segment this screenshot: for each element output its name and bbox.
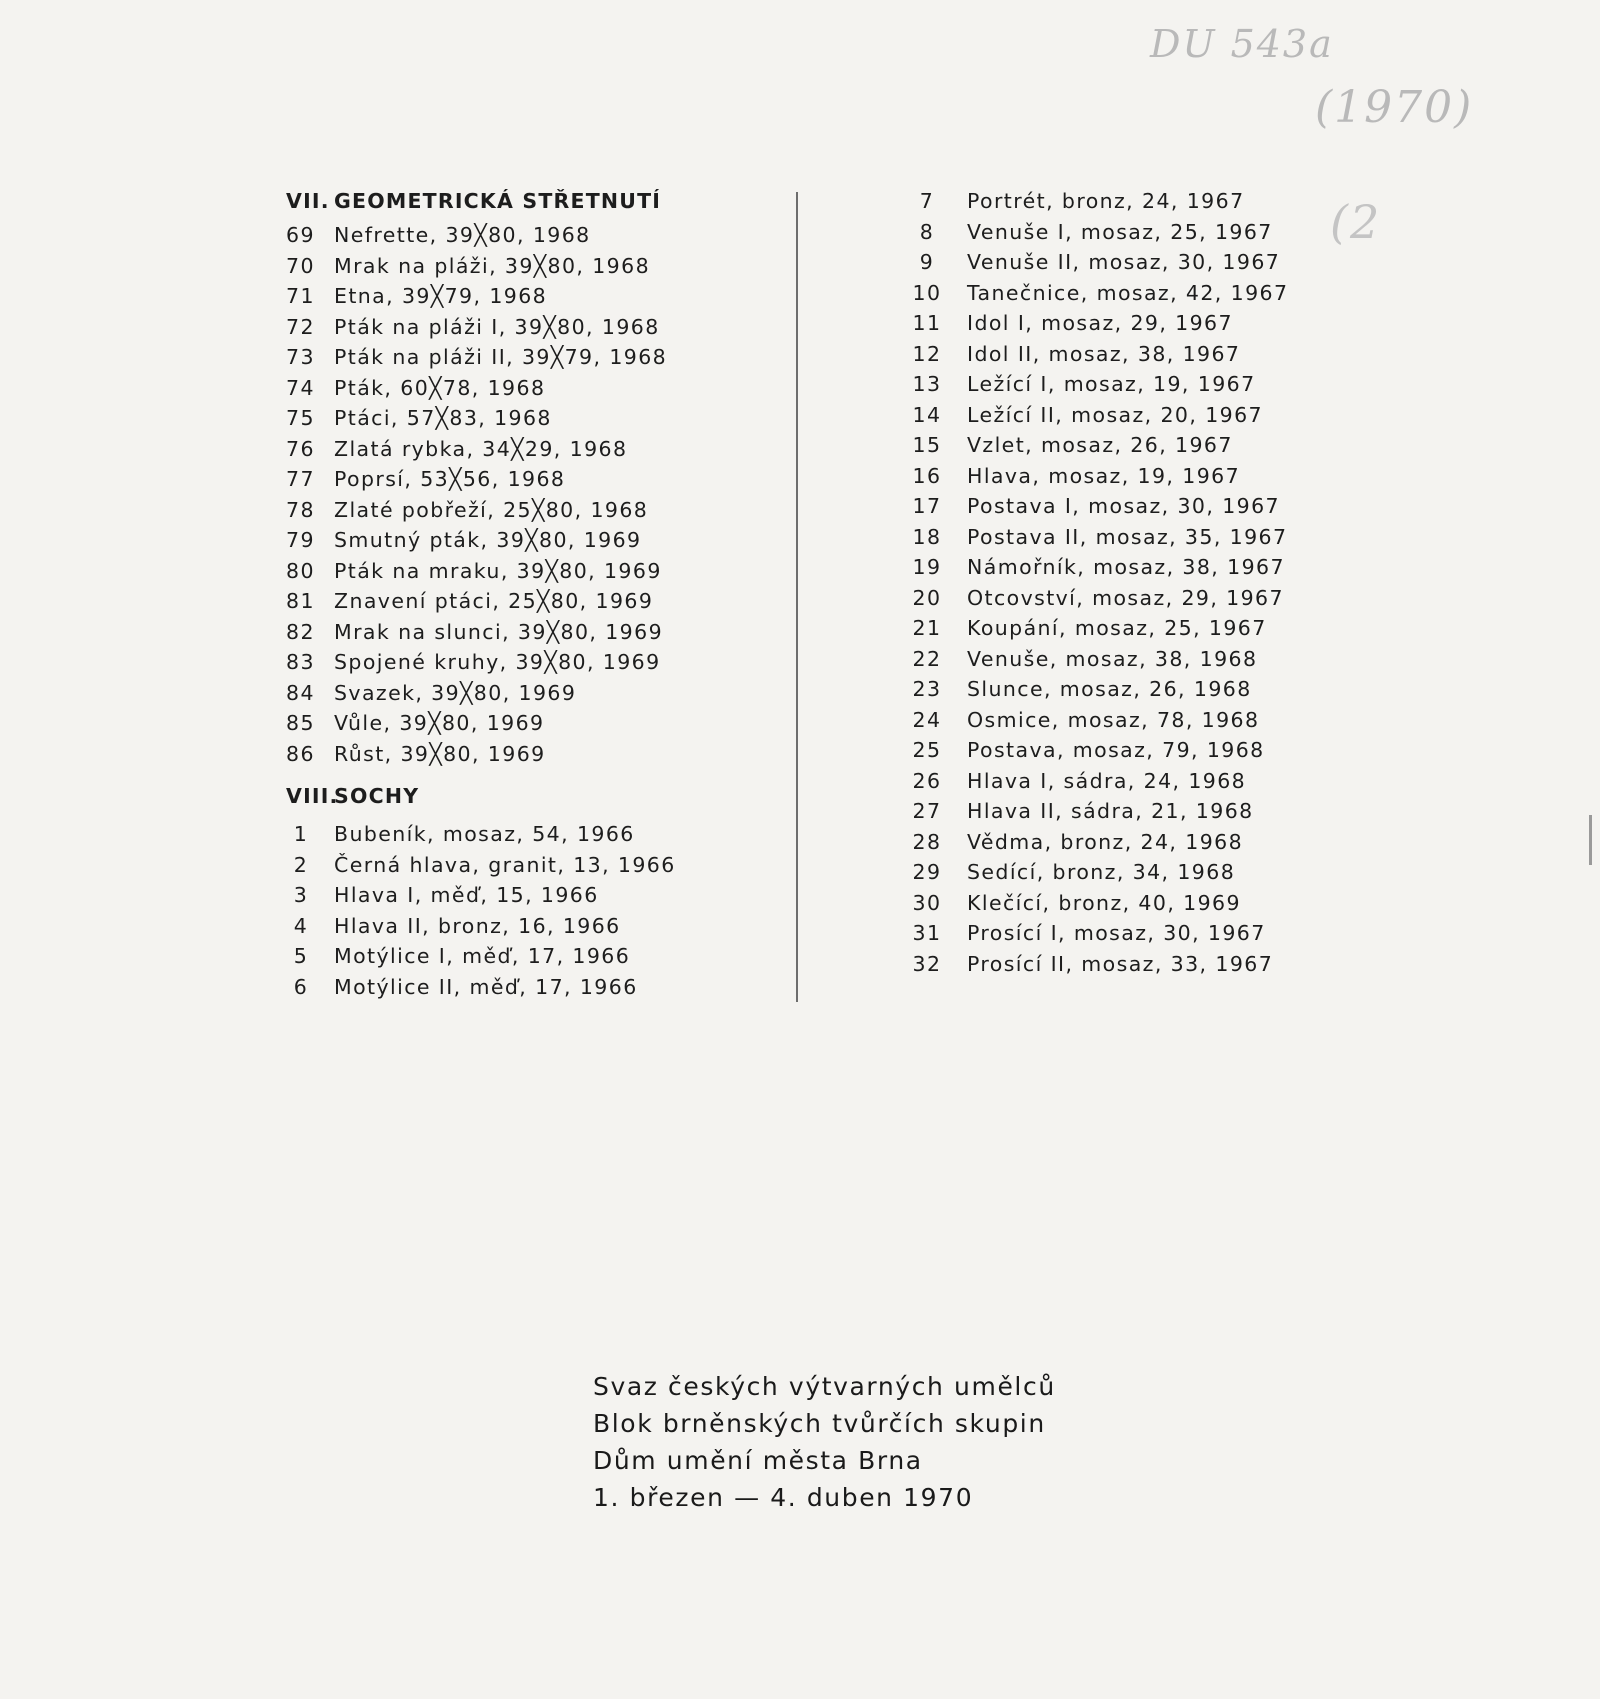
catalog-entry: [286, 739, 756, 770]
entry-number: 72: [286, 314, 315, 339]
catalog-entry: [905, 552, 1325, 583]
catalog-entry: [286, 525, 756, 556]
catalog-entry: [905, 339, 1325, 370]
entry-number: 22: [912, 646, 942, 671]
catalog-entry: [905, 705, 1325, 736]
entry-text: Postava II, mosaz, 35, 1967: [967, 524, 1288, 549]
entry-number: 13: [912, 372, 942, 396]
imprint: [593, 1368, 1056, 1516]
entry-text: Zlaté pobřeží, 25╳80, 1968: [334, 497, 649, 522]
entry-text: Portrét, bronz, 24, 1967: [967, 189, 1245, 213]
catalog-entry: [905, 888, 1325, 919]
catalog-entry: [286, 850, 756, 881]
section-viii-title: SOCHY: [334, 784, 420, 808]
entry-number: 29: [912, 860, 942, 884]
entry-number: 31: [912, 921, 942, 945]
catalog-entry: [905, 674, 1325, 705]
catalog-entry: [286, 312, 756, 343]
entry-text: Bubeník, mosaz, 54, 1966: [334, 822, 635, 846]
entry-number: 26: [912, 768, 942, 793]
entry-number: 18: [912, 524, 942, 549]
entry-text: Hlava II, bronz, 16, 1966: [334, 913, 621, 938]
catalog-entry: [905, 918, 1325, 949]
entry-number: 86: [286, 741, 315, 766]
catalog-entry: [905, 217, 1325, 248]
catalog-entry: [905, 430, 1325, 461]
section-viii-heading: [286, 781, 756, 811]
entry-text: Idol I, mosaz, 29, 1967: [967, 311, 1233, 335]
entry-text: Prosící II, mosaz, 33, 1967: [967, 951, 1274, 976]
catalog-entry: [286, 373, 756, 404]
catalog-entry: [286, 556, 756, 587]
entry-text: Ležící I, mosaz, 19, 1967: [967, 372, 1256, 396]
entry-number: 19: [912, 555, 942, 579]
catalog-entry: [286, 251, 756, 282]
catalog-entry: [905, 247, 1325, 278]
entry-text: Pták na pláži II, 39╳79, 1968: [334, 345, 668, 369]
catalog-entry: [905, 400, 1325, 431]
entry-text: Svazek, 39╳80, 1969: [334, 680, 577, 705]
entry-text: Růst, 39╳80, 1969: [334, 741, 546, 766]
entry-text: Osmice, mosaz, 78, 1968: [967, 707, 1260, 732]
imprint-group: Blok brněnských tvůrčích skupin: [593, 1409, 1046, 1438]
entry-text: Vědma, bronz, 24, 1968: [967, 829, 1244, 854]
entry-number: 20: [912, 585, 942, 610]
catalog-entry: [286, 464, 756, 495]
catalog-entry: [905, 613, 1325, 644]
catalog-entry: [286, 495, 756, 526]
catalog-entry: [905, 369, 1325, 400]
imprint-venue: Dům umění města Brna: [593, 1446, 923, 1475]
catalog-entry: [286, 972, 756, 1003]
entry-number: 4: [293, 913, 309, 938]
entry-text: Etna, 39╳79, 1968: [334, 284, 548, 308]
entry-number: 75: [286, 406, 315, 430]
entry-number: 71: [286, 284, 315, 308]
catalog-entry: [286, 941, 756, 972]
entry-number: 25: [912, 738, 942, 762]
catalog-entry: [286, 708, 756, 739]
section-viii-numeral: VIII.: [286, 784, 339, 808]
handwritten-year-mark: (1970): [1315, 82, 1474, 133]
entry-number: 17: [912, 494, 942, 518]
entry-text: Postava, mosaz, 79, 1968: [967, 738, 1265, 762]
entry-number: 74: [286, 375, 315, 400]
entry-text: Ležící II, mosaz, 20, 1967: [967, 402, 1263, 427]
entry-text: Poprsí, 53╳56, 1968: [334, 467, 566, 491]
entry-number: 32: [912, 951, 942, 976]
catalog-entry: [286, 647, 756, 678]
catalog-entry: [905, 644, 1325, 675]
entry-number: 10: [912, 280, 942, 305]
catalog-entry: [905, 522, 1325, 553]
entry-number: 5: [293, 944, 309, 968]
entry-text: Pták na pláži I, 39╳80, 1968: [334, 314, 660, 339]
entry-text: Mrak na pláži, 39╳80, 1968: [334, 253, 651, 278]
entry-number: 7: [919, 189, 935, 213]
catalog-entry: [905, 735, 1325, 766]
section-vii-numeral: VII.: [286, 189, 330, 213]
edge-mark: [1589, 815, 1592, 865]
column-divider: [796, 192, 798, 1002]
imprint-union: Svaz českých výtvarných umělců: [593, 1372, 1056, 1401]
entry-number: 82: [286, 619, 315, 644]
entry-text: Ptáci, 57╳83, 1968: [334, 406, 552, 430]
entry-number: 14: [912, 402, 942, 427]
entry-text: Námořník, mosaz, 38, 1967: [967, 555, 1285, 579]
entry-text: Smutný pták, 39╳80, 1969: [334, 528, 642, 552]
entry-number: 28: [912, 829, 942, 854]
entry-number: 2: [293, 852, 309, 877]
catalog-entry: [905, 308, 1325, 339]
left-column: [286, 186, 756, 1002]
entry-number: 9: [919, 250, 935, 274]
section-vii-title: GEOMETRICKÁ STŘETNUTÍ: [334, 189, 662, 213]
catalog-entry: [905, 857, 1325, 888]
entry-number: 69: [286, 223, 315, 247]
catalog-entry: [286, 220, 756, 251]
entry-number: 83: [286, 650, 315, 674]
catalog-entry: [905, 766, 1325, 797]
section-vii-heading: [286, 186, 756, 216]
catalog-entry: [286, 342, 756, 373]
entry-number: 79: [286, 528, 315, 552]
entry-text: Motýlice I, měď, 17, 1966: [334, 944, 631, 968]
entry-number: 6: [293, 974, 309, 999]
entry-text: Klečící, bronz, 40, 1969: [967, 890, 1241, 915]
entry-text: Zlatá rybka, 34╳29, 1968: [334, 436, 628, 461]
entry-text: Sedící, bronz, 34, 1968: [967, 860, 1236, 884]
entry-text: Vůle, 39╳80, 1969: [334, 711, 545, 735]
catalog-entry: [286, 586, 756, 617]
entry-text: Motýlice II, měď, 17, 1966: [334, 974, 638, 999]
entry-number: 84: [286, 680, 315, 705]
catalog-entry: [286, 678, 756, 709]
entry-text: Pták, 60╳78, 1968: [334, 375, 546, 400]
catalog-entry: [905, 796, 1325, 827]
entry-text: Vzlet, mosaz, 26, 1967: [967, 433, 1233, 457]
entry-number: 70: [286, 253, 315, 278]
entry-number: 15: [912, 433, 942, 457]
entry-text: Venuše II, mosaz, 30, 1967: [967, 250, 1281, 274]
catalog-entry: [286, 880, 756, 911]
catalog-entry: [905, 186, 1325, 217]
right-column: [905, 186, 1325, 979]
handwritten-catalog-mark: DU 543a: [1150, 22, 1334, 66]
entry-text: Venuše, mosaz, 38, 1968: [967, 646, 1258, 671]
catalog-entry: [286, 434, 756, 465]
catalog-entry: [905, 827, 1325, 858]
entry-number: 78: [286, 497, 315, 522]
entry-text: Prosící I, mosaz, 30, 1967: [967, 921, 1266, 945]
entry-number: 24: [912, 707, 942, 732]
entry-text: Idol II, mosaz, 38, 1967: [967, 341, 1241, 366]
catalog-entry: [286, 911, 756, 942]
entry-text: Hlava, mosaz, 19, 1967: [967, 463, 1241, 488]
entry-number: 1: [293, 822, 309, 846]
entry-text: Pták na mraku, 39╳80, 1969: [334, 558, 662, 583]
catalog-entry: [286, 819, 756, 850]
catalog-entry: [905, 583, 1325, 614]
entry-text: Černá hlava, granit, 13, 1966: [334, 852, 676, 877]
catalog-entry: [286, 281, 756, 312]
entry-number: 81: [286, 589, 315, 613]
section-viii-list: [286, 819, 756, 1002]
entry-text: Postava I, mosaz, 30, 1967: [967, 494, 1280, 518]
catalog-entry: [905, 491, 1325, 522]
entry-number: 11: [912, 311, 942, 335]
entry-number: 27: [912, 799, 942, 823]
entry-number: 30: [912, 890, 942, 915]
entry-text: Tanečnice, mosaz, 42, 1967: [967, 280, 1289, 305]
entry-text: Hlava I, měď, 15, 1966: [334, 883, 599, 907]
imprint-dates: 1. březen — 4. duben 1970: [593, 1483, 974, 1512]
entry-text: Znavení ptáci, 25╳80, 1969: [334, 589, 654, 613]
entry-number: 80: [286, 558, 315, 583]
entry-number: 77: [286, 467, 315, 491]
entry-text: Venuše I, mosaz, 25, 1967: [967, 219, 1273, 244]
catalog-entry: [905, 461, 1325, 492]
catalog-entry: [905, 278, 1325, 309]
entry-number: 85: [286, 711, 315, 735]
entry-text: Slunce, mosaz, 26, 1968: [967, 677, 1252, 701]
entry-number: 21: [912, 616, 942, 640]
entry-number: 16: [912, 463, 942, 488]
catalog-entry: [905, 949, 1325, 980]
entry-number: 8: [919, 219, 935, 244]
entry-number: 73: [286, 345, 315, 369]
entry-number: 76: [286, 436, 315, 461]
handwritten-page-mark: (2: [1330, 195, 1382, 249]
section-vii-list: [286, 220, 756, 769]
entry-text: Otcovství, mosaz, 29, 1967: [967, 585, 1284, 610]
entry-number: 3: [293, 883, 309, 907]
catalog-entry: [286, 403, 756, 434]
entry-number: 12: [912, 341, 942, 366]
entry-text: Mrak na slunci, 39╳80, 1969: [334, 619, 664, 644]
entry-text: Hlava II, sádra, 21, 1968: [967, 799, 1254, 823]
entry-text: Spojené kruhy, 39╳80, 1969: [334, 650, 661, 674]
entry-text: Nefrette, 39╳80, 1968: [334, 223, 591, 247]
catalog-entry: [286, 617, 756, 648]
sculpture-list-continued: [905, 186, 1325, 979]
entry-text: Hlava I, sádra, 24, 1968: [967, 768, 1247, 793]
entry-number: 23: [912, 677, 942, 701]
entry-text: Koupání, mosaz, 25, 1967: [967, 616, 1267, 640]
